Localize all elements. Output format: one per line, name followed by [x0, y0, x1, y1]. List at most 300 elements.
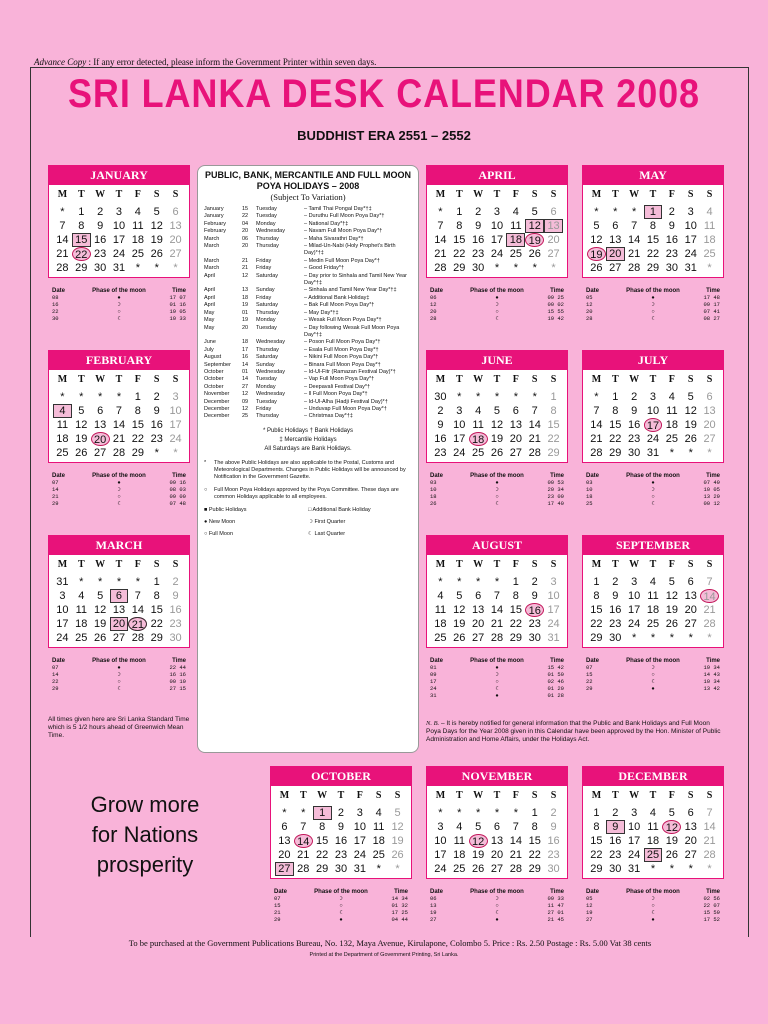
holiday-row: July 17 Thursday – Esala Full Moon Poya Day*†	[204, 346, 379, 353]
day-cell: 17	[490, 234, 504, 246]
day-cell: 7	[300, 821, 307, 833]
day-cell: 28	[590, 447, 603, 459]
month-may	[582, 165, 724, 278]
day-cell: 11	[453, 835, 465, 847]
day-cell: 5	[456, 590, 463, 602]
day-cell: 2	[172, 576, 179, 588]
day-cell: *	[513, 807, 518, 819]
day-cell: 27	[609, 262, 622, 274]
day-cell: 23	[334, 849, 348, 861]
holiday-row: March 06 Thursday – Maha Sivarathri Day*†	[204, 235, 364, 242]
day-cell: 2	[631, 391, 638, 403]
day-cell: 26	[150, 248, 163, 260]
day-cell: 18	[506, 233, 525, 247]
day-cell: 30	[94, 262, 107, 274]
day-cell: 6	[550, 206, 557, 218]
day-cell: 5	[668, 807, 675, 819]
day-header: T	[611, 559, 619, 570]
day-cell: 1	[644, 205, 663, 219]
moon-phase-header: Date Phase of the moon Time	[52, 473, 186, 479]
day-header: F	[356, 790, 363, 801]
day-cell: 2	[437, 405, 444, 417]
day-cell: 15	[509, 604, 522, 616]
day-cell: 7	[706, 807, 713, 819]
day-cell: 3	[649, 391, 657, 403]
day-cell: 22	[453, 248, 466, 260]
day-header: M	[435, 790, 446, 801]
day-cell: 15	[72, 233, 91, 247]
day-cell: 24	[56, 632, 69, 644]
day-header: S	[550, 790, 557, 801]
day-header: M	[591, 790, 602, 801]
day-cell: 17	[434, 849, 447, 861]
day-cell: 10	[684, 220, 697, 232]
day-grid	[427, 185, 567, 277]
day-cell: 12	[590, 234, 603, 246]
moon-phase-row: 30 ☾ 10 33	[52, 315, 186, 322]
month-june	[426, 350, 568, 463]
day-cell: *	[457, 807, 462, 819]
day-cell: 29	[609, 447, 622, 459]
day-cell: 5	[394, 807, 401, 819]
key-last-quarter: ☾ Last Quarter	[308, 530, 346, 537]
day-cell: 10	[628, 821, 641, 833]
moon-phase-row: 20 ○ 07 41	[586, 308, 720, 315]
moon-phase-row: 18 ○ 23 00	[430, 493, 564, 500]
holiday-row: April 12 Saturday – Day prior to Sinhala and Tamil New Year Day*†‡	[204, 272, 407, 287]
day-header: W	[473, 790, 484, 801]
day-cell: 27	[547, 248, 560, 260]
day-header: T	[649, 374, 657, 385]
day-cell: 14	[628, 234, 641, 246]
day-cell: 7	[59, 220, 66, 232]
day-cell: 22	[547, 433, 560, 445]
day-cell: 20	[606, 247, 625, 261]
holiday-row: January 15 Tuesday – Tamil Thai Pongal Day*†‡	[204, 206, 372, 212]
day-cell: 2	[612, 807, 619, 819]
day-grid	[49, 185, 189, 277]
day-cell: 26	[75, 447, 88, 459]
day-cell: 30	[434, 391, 447, 403]
page-title: SRI LANKA DESK CALENDAR 2008	[68, 72, 700, 116]
day-cell: 15	[150, 604, 163, 616]
day-cell: 5	[153, 206, 160, 218]
day-header: T	[611, 374, 619, 385]
moon-phase-row: 19 ☾ 27 01	[430, 909, 564, 916]
day-cell: 9	[153, 405, 160, 417]
day-cell: 9	[531, 590, 538, 602]
day-header: T	[77, 374, 85, 385]
moon-phase-row: 12 ○ 22 07	[586, 902, 720, 909]
moon-phase-row: 07 ● 09 16	[52, 479, 186, 486]
day-cell: 14	[112, 419, 126, 431]
moon-phase-row: 21 ☾ 17 25	[274, 909, 408, 916]
day-cell: 13	[684, 821, 697, 833]
day-cell: *	[395, 863, 400, 875]
day-cell: 3	[687, 206, 694, 218]
day-cell: 20	[509, 433, 522, 445]
day-cell: 23	[472, 248, 485, 260]
month-july	[582, 350, 724, 463]
day-cell: 24	[353, 849, 366, 861]
day-cell: *	[613, 206, 618, 218]
day-cell: 5	[97, 590, 104, 602]
day-cell: 25	[75, 632, 88, 644]
day-cell: 24	[646, 433, 660, 445]
day-cell: 12	[150, 220, 163, 232]
day-cell: 28	[434, 262, 447, 274]
day-cell: 16	[94, 234, 107, 246]
moon-phase-row: 07 ☽ 19 34	[586, 664, 720, 671]
day-header: T	[649, 790, 657, 801]
moon-phase-table	[426, 288, 568, 322]
day-cell: 29	[75, 262, 88, 274]
day-cell: *	[688, 632, 693, 644]
day-cell: 1	[593, 576, 600, 588]
page-subtitle: BUDDHIST ERA 2551 – 2552	[297, 128, 471, 143]
month-header: MAY	[583, 166, 723, 185]
moon-phase-row: 10 ☽ 10 05	[586, 486, 720, 493]
day-cell: 9	[668, 220, 675, 232]
day-cell: 4	[475, 405, 482, 417]
day-header: S	[550, 374, 557, 385]
day-cell: *	[688, 447, 693, 459]
day-cell: 21	[297, 849, 310, 861]
day-cell: 3	[493, 206, 501, 218]
day-cell: *	[532, 262, 537, 274]
day-cell: *	[97, 576, 103, 588]
day-cell: 6	[687, 576, 694, 588]
day-cell: 15	[316, 835, 329, 847]
day-cell: 14	[509, 835, 522, 847]
day-cell: *	[173, 262, 178, 274]
day-cell: *	[135, 262, 140, 274]
day-cell: 11	[472, 419, 484, 431]
holiday-panel	[197, 165, 419, 753]
day-cell: 22	[131, 433, 144, 445]
day-cell: 2	[337, 807, 345, 819]
moon-phase-header: Date Phase of the moon Time	[586, 658, 720, 664]
day-cell: 18	[56, 433, 69, 445]
day-cell: 8	[512, 590, 519, 602]
day-cell: 14	[131, 604, 144, 616]
holiday-row: December 12 Friday – Unduvap Full Moon Poya Day*†	[204, 405, 387, 412]
day-cell: 16	[434, 433, 447, 445]
day-cell: *	[513, 262, 518, 274]
day-cell: 13	[94, 419, 107, 431]
day-cell: 13	[703, 405, 716, 417]
day-cell: 4	[437, 590, 444, 602]
day-cell: 16	[334, 835, 348, 847]
day-cell: 3	[356, 807, 363, 819]
day-cell: 10	[169, 405, 182, 417]
day-cell: *	[707, 262, 712, 274]
day-cell: 17	[628, 604, 641, 616]
day-cell: 20	[547, 234, 560, 246]
day-cell: *	[494, 262, 500, 274]
day-cell: 1	[612, 391, 619, 403]
day-cell: 29	[150, 632, 163, 644]
day-cell: 22	[590, 849, 603, 861]
day-cell: *	[438, 206, 443, 218]
day-cell: 11	[510, 220, 522, 232]
day-cell: 24	[547, 618, 560, 630]
month-august	[426, 535, 568, 648]
day-cell: 12	[391, 821, 404, 833]
moon-phase-row: 29 ☾ 07 48	[52, 500, 186, 507]
day-header: F	[512, 374, 519, 385]
day-header: F	[512, 189, 519, 200]
day-cell: *	[79, 576, 84, 588]
day-cell: 5	[687, 391, 694, 403]
day-cell: 20	[684, 835, 697, 847]
day-header: S	[706, 790, 713, 801]
day-cell: 7	[493, 590, 501, 602]
day-cell: 15	[590, 835, 603, 847]
day-cell: 29	[590, 863, 603, 875]
day-cell: 2	[475, 206, 482, 218]
day-cell: 12	[75, 419, 88, 431]
day-cell: 2	[612, 576, 619, 588]
day-header: F	[134, 374, 141, 385]
moon-phase-row: 14 ☽ 08 03	[52, 486, 186, 493]
moon-phase-table	[48, 658, 190, 692]
day-cell: 22	[316, 849, 329, 861]
day-cell: 9	[550, 821, 557, 833]
day-header: T	[77, 189, 85, 200]
day-cell: 27	[112, 632, 126, 644]
moon-phase-row: 03 ● 07 49	[586, 479, 720, 486]
day-cell: 28	[509, 863, 522, 875]
day-cell: 19	[472, 849, 485, 861]
moon-phase-table	[426, 473, 568, 507]
day-cell: *	[116, 576, 122, 588]
month-february	[48, 350, 190, 463]
moon-phase-row: 29 ● 04 44	[274, 916, 408, 923]
day-header: W	[95, 374, 106, 385]
day-header: T	[611, 790, 619, 801]
day-cell: 16	[547, 835, 560, 847]
day-header: M	[435, 559, 446, 570]
day-cell: 5	[668, 576, 675, 588]
moon-phase-row: 16 ☽ 01 16	[52, 301, 186, 308]
day-cell: 29	[646, 262, 660, 274]
day-header: W	[629, 559, 640, 570]
day-cell: *	[60, 391, 65, 403]
month-december	[582, 766, 724, 879]
day-cell: 25	[472, 447, 485, 459]
right-border	[748, 67, 749, 937]
day-cell: 4	[134, 206, 141, 218]
day-grid	[271, 786, 411, 878]
moon-phase-row: 12 ☽ 09 17	[586, 301, 720, 308]
day-cell: 12	[662, 820, 681, 834]
top-border	[30, 67, 748, 68]
day-cell: 21	[490, 618, 504, 630]
day-cell: 19	[453, 618, 466, 630]
day-header: S	[531, 559, 538, 570]
holiday-row: September 14 Sunday – Binara Full Moon Poya Day*†	[204, 361, 381, 368]
day-cell: 3	[172, 391, 179, 403]
day-cell: 17	[644, 418, 663, 432]
day-cell: 19	[665, 604, 678, 616]
day-cell: 31	[628, 863, 641, 875]
moon-phase-row: 26 ☾ 17 40	[430, 500, 564, 507]
day-cell: 18	[646, 835, 660, 847]
moon-phase-row: 21 ○ 09 00	[52, 493, 186, 500]
moon-phase-row: 20 ○ 15 55	[430, 308, 564, 315]
moon-phase-row: 03 ● 00 53	[430, 479, 564, 486]
day-cell: 29	[316, 863, 329, 875]
day-cell: 2	[153, 391, 160, 403]
month-header: MARCH	[49, 536, 189, 555]
day-cell: 1	[512, 576, 519, 588]
day-cell: 25	[644, 848, 663, 862]
moon-phase-table	[582, 889, 724, 923]
day-cell: 28	[703, 849, 716, 861]
day-header: M	[57, 374, 68, 385]
day-header: S	[172, 374, 179, 385]
day-cell: 31	[353, 863, 366, 875]
day-cell: 31	[646, 447, 660, 459]
day-cell: 23	[547, 849, 560, 861]
day-cell: *	[475, 391, 481, 403]
day-cell: 1	[456, 206, 463, 218]
day-cell: 3	[631, 807, 638, 819]
day-cell: 17	[56, 618, 69, 630]
holiday-row: March 21 Friday – Good Friday*†	[204, 265, 345, 272]
day-header: T	[455, 189, 463, 200]
day-cell: 11	[647, 821, 659, 833]
day-cell: 25	[56, 447, 69, 459]
day-cell: 8	[153, 590, 160, 602]
holiday-row: April 18 Friday – Additional Bank Holiday‡	[204, 294, 370, 301]
day-cell: 7	[631, 220, 638, 232]
month-header: FEBRUARY	[49, 351, 189, 370]
day-cell: 1	[593, 807, 600, 819]
day-cell: 16	[628, 419, 641, 431]
day-cell: 17	[684, 234, 697, 246]
day-cell: 10	[547, 590, 560, 602]
day-cell: *	[669, 447, 674, 459]
day-cell: 22	[609, 433, 622, 445]
day-cell: 4	[668, 391, 675, 403]
day-cell: 20	[169, 234, 182, 246]
day-header: M	[435, 374, 446, 385]
day-cell: 26	[684, 433, 697, 445]
day-header: S	[550, 559, 557, 570]
day-cell: *	[513, 391, 518, 403]
day-cell: 14	[700, 589, 719, 603]
day-cell: 13	[684, 590, 697, 602]
day-cell: 19	[75, 433, 88, 445]
day-cell: *	[376, 863, 381, 875]
day-grid	[427, 786, 567, 878]
day-cell: 11	[647, 590, 659, 602]
day-cell: 18	[131, 234, 144, 246]
day-header: S	[172, 559, 179, 570]
month-january	[48, 165, 190, 278]
day-cell: 19	[587, 247, 606, 261]
day-cell: 22	[72, 247, 91, 261]
day-cell: 21	[112, 433, 126, 445]
day-header: M	[57, 189, 68, 200]
day-cell: 13	[278, 835, 291, 847]
day-grid	[583, 555, 723, 647]
day-cell: 2	[550, 807, 557, 819]
day-cell: 17	[112, 234, 126, 246]
day-cell: 15	[453, 234, 466, 246]
day-header: W	[629, 189, 640, 200]
day-header: T	[649, 189, 657, 200]
day-cell: 24	[453, 447, 466, 459]
holiday-list	[204, 206, 412, 421]
day-cell: 13	[490, 835, 504, 847]
day-cell: 3	[456, 405, 463, 417]
day-cell: *	[475, 576, 481, 588]
day-cell: 25	[434, 632, 447, 644]
moon-phase-row: 17 ○ 02 46	[430, 678, 564, 685]
day-header: S	[687, 790, 694, 801]
day-cell: 10	[490, 220, 504, 232]
holiday-row: May 20 Tuesday – Day following Wesak Full Moon Poya Day*†‡	[204, 324, 400, 338]
day-cell: 30	[665, 262, 678, 274]
day-cell: 23	[628, 433, 641, 445]
moon-phase-row: 27 ● 21 45	[430, 916, 564, 923]
day-header: S	[531, 189, 538, 200]
day-cell: 23	[150, 433, 163, 445]
day-cell: 25	[703, 248, 716, 260]
moon-phase-table	[582, 473, 724, 507]
gmt-note: All times given here are Sri Lanka Standard Time which is 5 1/2 hours ahead of Greenwich Mean Time.	[48, 716, 190, 739]
day-header: M	[591, 189, 602, 200]
day-cell: 19	[490, 433, 504, 445]
day-cell: 7	[115, 405, 123, 417]
moon-phase-table	[48, 473, 190, 507]
day-header: S	[394, 790, 401, 801]
day-header: T	[455, 559, 463, 570]
day-cell: 9	[612, 590, 619, 602]
day-cell: 7	[593, 405, 600, 417]
day-header: M	[591, 559, 602, 570]
moon-phase-header: Date Phase of the moon Time	[430, 889, 564, 895]
day-header: F	[668, 189, 675, 200]
day-cell: 21	[703, 835, 716, 847]
day-header: M	[57, 559, 68, 570]
moon-phase-row: 10 ☽ 20 34	[430, 486, 564, 493]
day-cell: 30	[334, 863, 348, 875]
day-cell: *	[594, 206, 599, 218]
day-cell: 11	[132, 220, 144, 232]
day-header: S	[153, 559, 160, 570]
holiday-row: June 18 Wednesday – Poson Full Moon Poya Day*†	[204, 339, 381, 346]
day-cell: 28	[297, 863, 310, 875]
day-cell: 4	[456, 821, 463, 833]
moon-phase-row: 15 ○ 01 32	[274, 902, 408, 909]
day-cell: 11	[56, 419, 69, 431]
day-cell: 1	[531, 807, 538, 819]
day-cell: 29	[528, 863, 541, 875]
day-cell: 17	[453, 433, 466, 445]
day-cell: 12	[490, 419, 504, 431]
day-cell: *	[116, 391, 122, 403]
key-public-holidays: ■ Public Holidays	[204, 506, 247, 513]
day-cell: *	[135, 576, 140, 588]
day-grid	[49, 370, 189, 462]
day-cell: 6	[687, 807, 694, 819]
day-cell: 23	[94, 248, 107, 260]
day-cell: 14	[56, 234, 69, 246]
